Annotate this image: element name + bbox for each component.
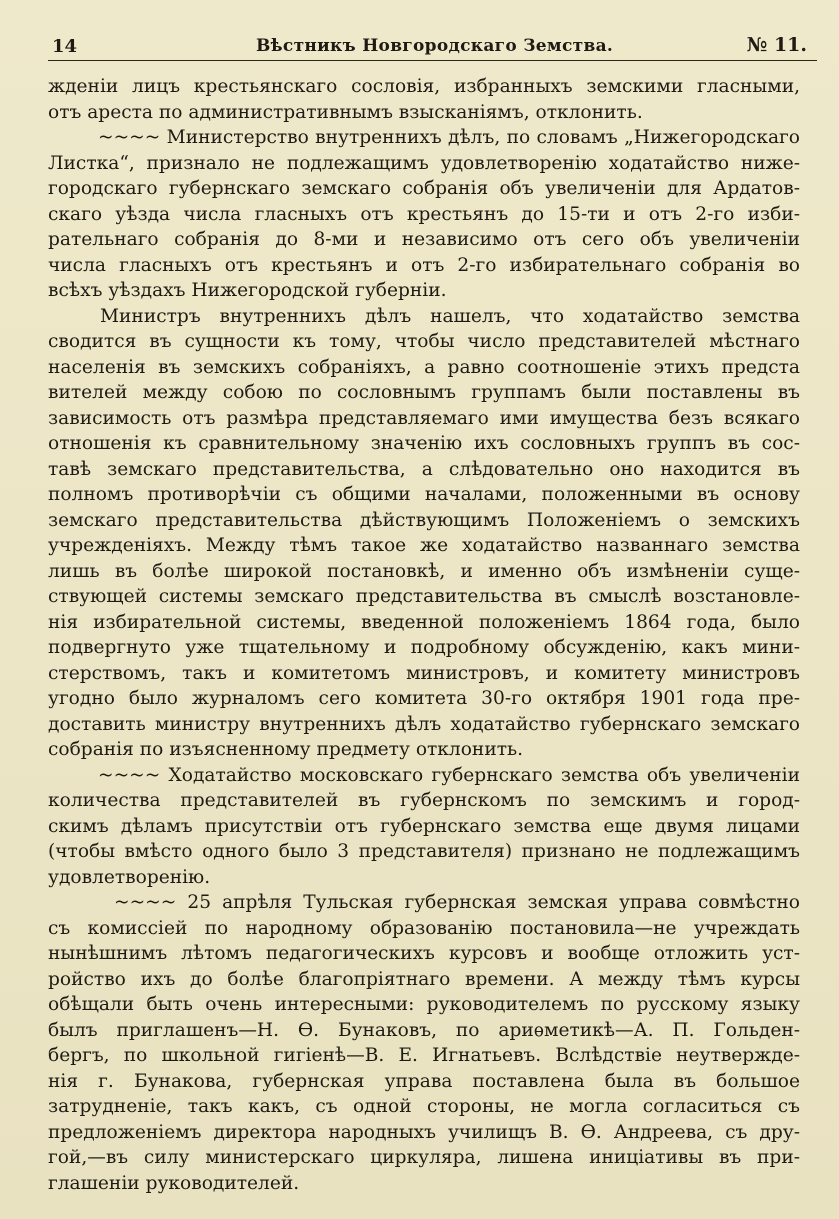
text-line: бергъ, по школьной гигіенѣ—В. Е. Игнатьевъ. Вслѣдствіе неутвержде- bbox=[48, 1045, 800, 1066]
text-line: жденіи лицъ крестьянскаго сословія, избранныхъ земскими гласными, bbox=[48, 76, 800, 97]
running-header bbox=[48, 30, 817, 61]
text-line: населенія въ земскихъ собраніяхъ, а равно соотношеніе этихъ предста bbox=[48, 356, 800, 378]
text-line: учрежденіяхъ. Между тѣмъ такое же ходатайство названнаго земства bbox=[48, 535, 800, 556]
text-line: ~~~~ Ходатайство московскаго губернскаго земства объ увеличеніи bbox=[98, 764, 800, 786]
text-line: лишь въ болѣе широкой постановкѣ, и именно объ измѣненіи суще- bbox=[48, 560, 800, 582]
text-line: ствующей системы земскаго представительства въ смыслѣ возстановле- bbox=[48, 586, 800, 607]
text-line: съ комиссіей по народному образованію постановила—не учреждать bbox=[48, 917, 800, 939]
text-line: полномъ противорѣчіи съ общими началами, положенными въ основу bbox=[48, 484, 800, 505]
text-line: скаго уѣзда числа гласныхъ отъ крестьянъ до 15-ти и отъ 2-го изби- bbox=[48, 203, 800, 225]
text-line: (чтобы вмѣсто одного было 3 представителя) признано не подлежащимъ bbox=[48, 841, 800, 862]
text-line: тавѣ земскаго представительства, а слѣдовательно оно находится въ bbox=[48, 458, 800, 480]
text-line: скимъ дѣламъ присутствіи отъ губернскаго земства еще двумя лицами bbox=[48, 815, 800, 837]
text-line: зависимость отъ размѣра представляемаго ими имущества безъ всякаго bbox=[48, 407, 800, 429]
text-line: затрудненіе, такъ какъ, съ одной стороны, не могла согласиться съ bbox=[48, 1096, 800, 1117]
text-line: собранія по изъясненному предмету отклонить. bbox=[48, 739, 524, 760]
text-line: всѣхъ уѣздахъ Нижегородской губерніи. bbox=[48, 280, 447, 301]
text-line: числа гласныхъ отъ крестьянъ и отъ 2-го избирательнаго собранія во bbox=[48, 254, 800, 276]
text-line: ~~~~ Министерство внутреннихъ дѣлъ, по словамъ „Нижегородскаго bbox=[98, 127, 800, 148]
text-line: рательнаго собранія до 8-ми и независимо отъ сего объ увеличеніи bbox=[48, 229, 800, 250]
text-line: вителей между собою по сословнымъ группамъ были поставлены въ bbox=[48, 382, 800, 403]
text-line: нынѣшнимъ лѣтомъ педагогическихъ курсовъ и вообще отложить уст- bbox=[48, 943, 800, 964]
text-line: обѣщали быть очень интересными: руководителемъ по русскому языку bbox=[48, 994, 800, 1015]
text-line: глашеніи руководителей. bbox=[48, 1172, 300, 1194]
text-line: земскаго представительства дѣйствующимъ Положеніемъ о земскихъ bbox=[48, 509, 800, 531]
text-line: удовлетворенію. bbox=[48, 866, 211, 888]
page-number: 14 bbox=[52, 36, 78, 57]
journal-title: Вѣстникъ Новгородскаго Земства. bbox=[256, 36, 614, 56]
text-line: отъ ареста по административнымъ взысканіямъ, отклонить. bbox=[48, 101, 643, 123]
text-line: ~~~~ 25 апрѣля Тульская губернская земская управа совмѣстно bbox=[114, 892, 800, 913]
text-line: ройство ихъ до болѣе благопріятнаго времени. А между тѣмъ курсы bbox=[48, 968, 800, 990]
text-line: подвергнуто уже тщательному и подробному обсужденію, какъ мини- bbox=[48, 637, 800, 658]
issue-number: № 11. bbox=[746, 34, 807, 56]
text-line: нія г. Бунакова, губернская управа поставлена была въ большое bbox=[48, 1070, 800, 1092]
text-line: Листка“, признало не подлежащимъ удовлетворенію ходатайство ниже- bbox=[48, 152, 800, 174]
text-line: сводится въ сущности къ тому, чтобы число представителей мѣстнаго bbox=[48, 331, 800, 352]
text-line: былъ приглашенъ—Н. Ѳ. Бунаковъ, по ариѳметикѣ—А. П. Гольден- bbox=[48, 1019, 800, 1041]
text-line: угодно было журналомъ сего комитета 30-го октября 1901 года пре- bbox=[48, 688, 800, 709]
text-line: предложеніемъ директора народныхъ училищъ В. Ѳ. Андреева, съ дру- bbox=[48, 1121, 800, 1143]
text-line: количества представителей въ губернскомъ по земскимъ и город- bbox=[48, 790, 800, 811]
text-line: нія избирательной системы, введенной положеніемъ 1864 года, было bbox=[48, 611, 800, 633]
text-line: стерствомъ, такъ и комитетомъ министровъ, и комитету министровъ bbox=[48, 662, 800, 684]
text-line: доставить министру внутреннихъ дѣлъ ходатайство губернскаго земскаго bbox=[48, 713, 800, 735]
text-line: отношенія къ сравнительному значенію ихъ сословныхъ группъ въ сос- bbox=[48, 433, 800, 454]
text-line: городскаго губернскаго земскаго собранія объ увеличеніи для Ардатов- bbox=[48, 178, 800, 199]
text-line: Министръ внутреннихъ дѣлъ нашелъ, что ходатайство земства bbox=[100, 305, 800, 327]
text-line: гой,—въ силу министерскаго циркуляра, лишена иниціативы въ при- bbox=[48, 1147, 800, 1168]
article-body bbox=[48, 74, 800, 1196]
